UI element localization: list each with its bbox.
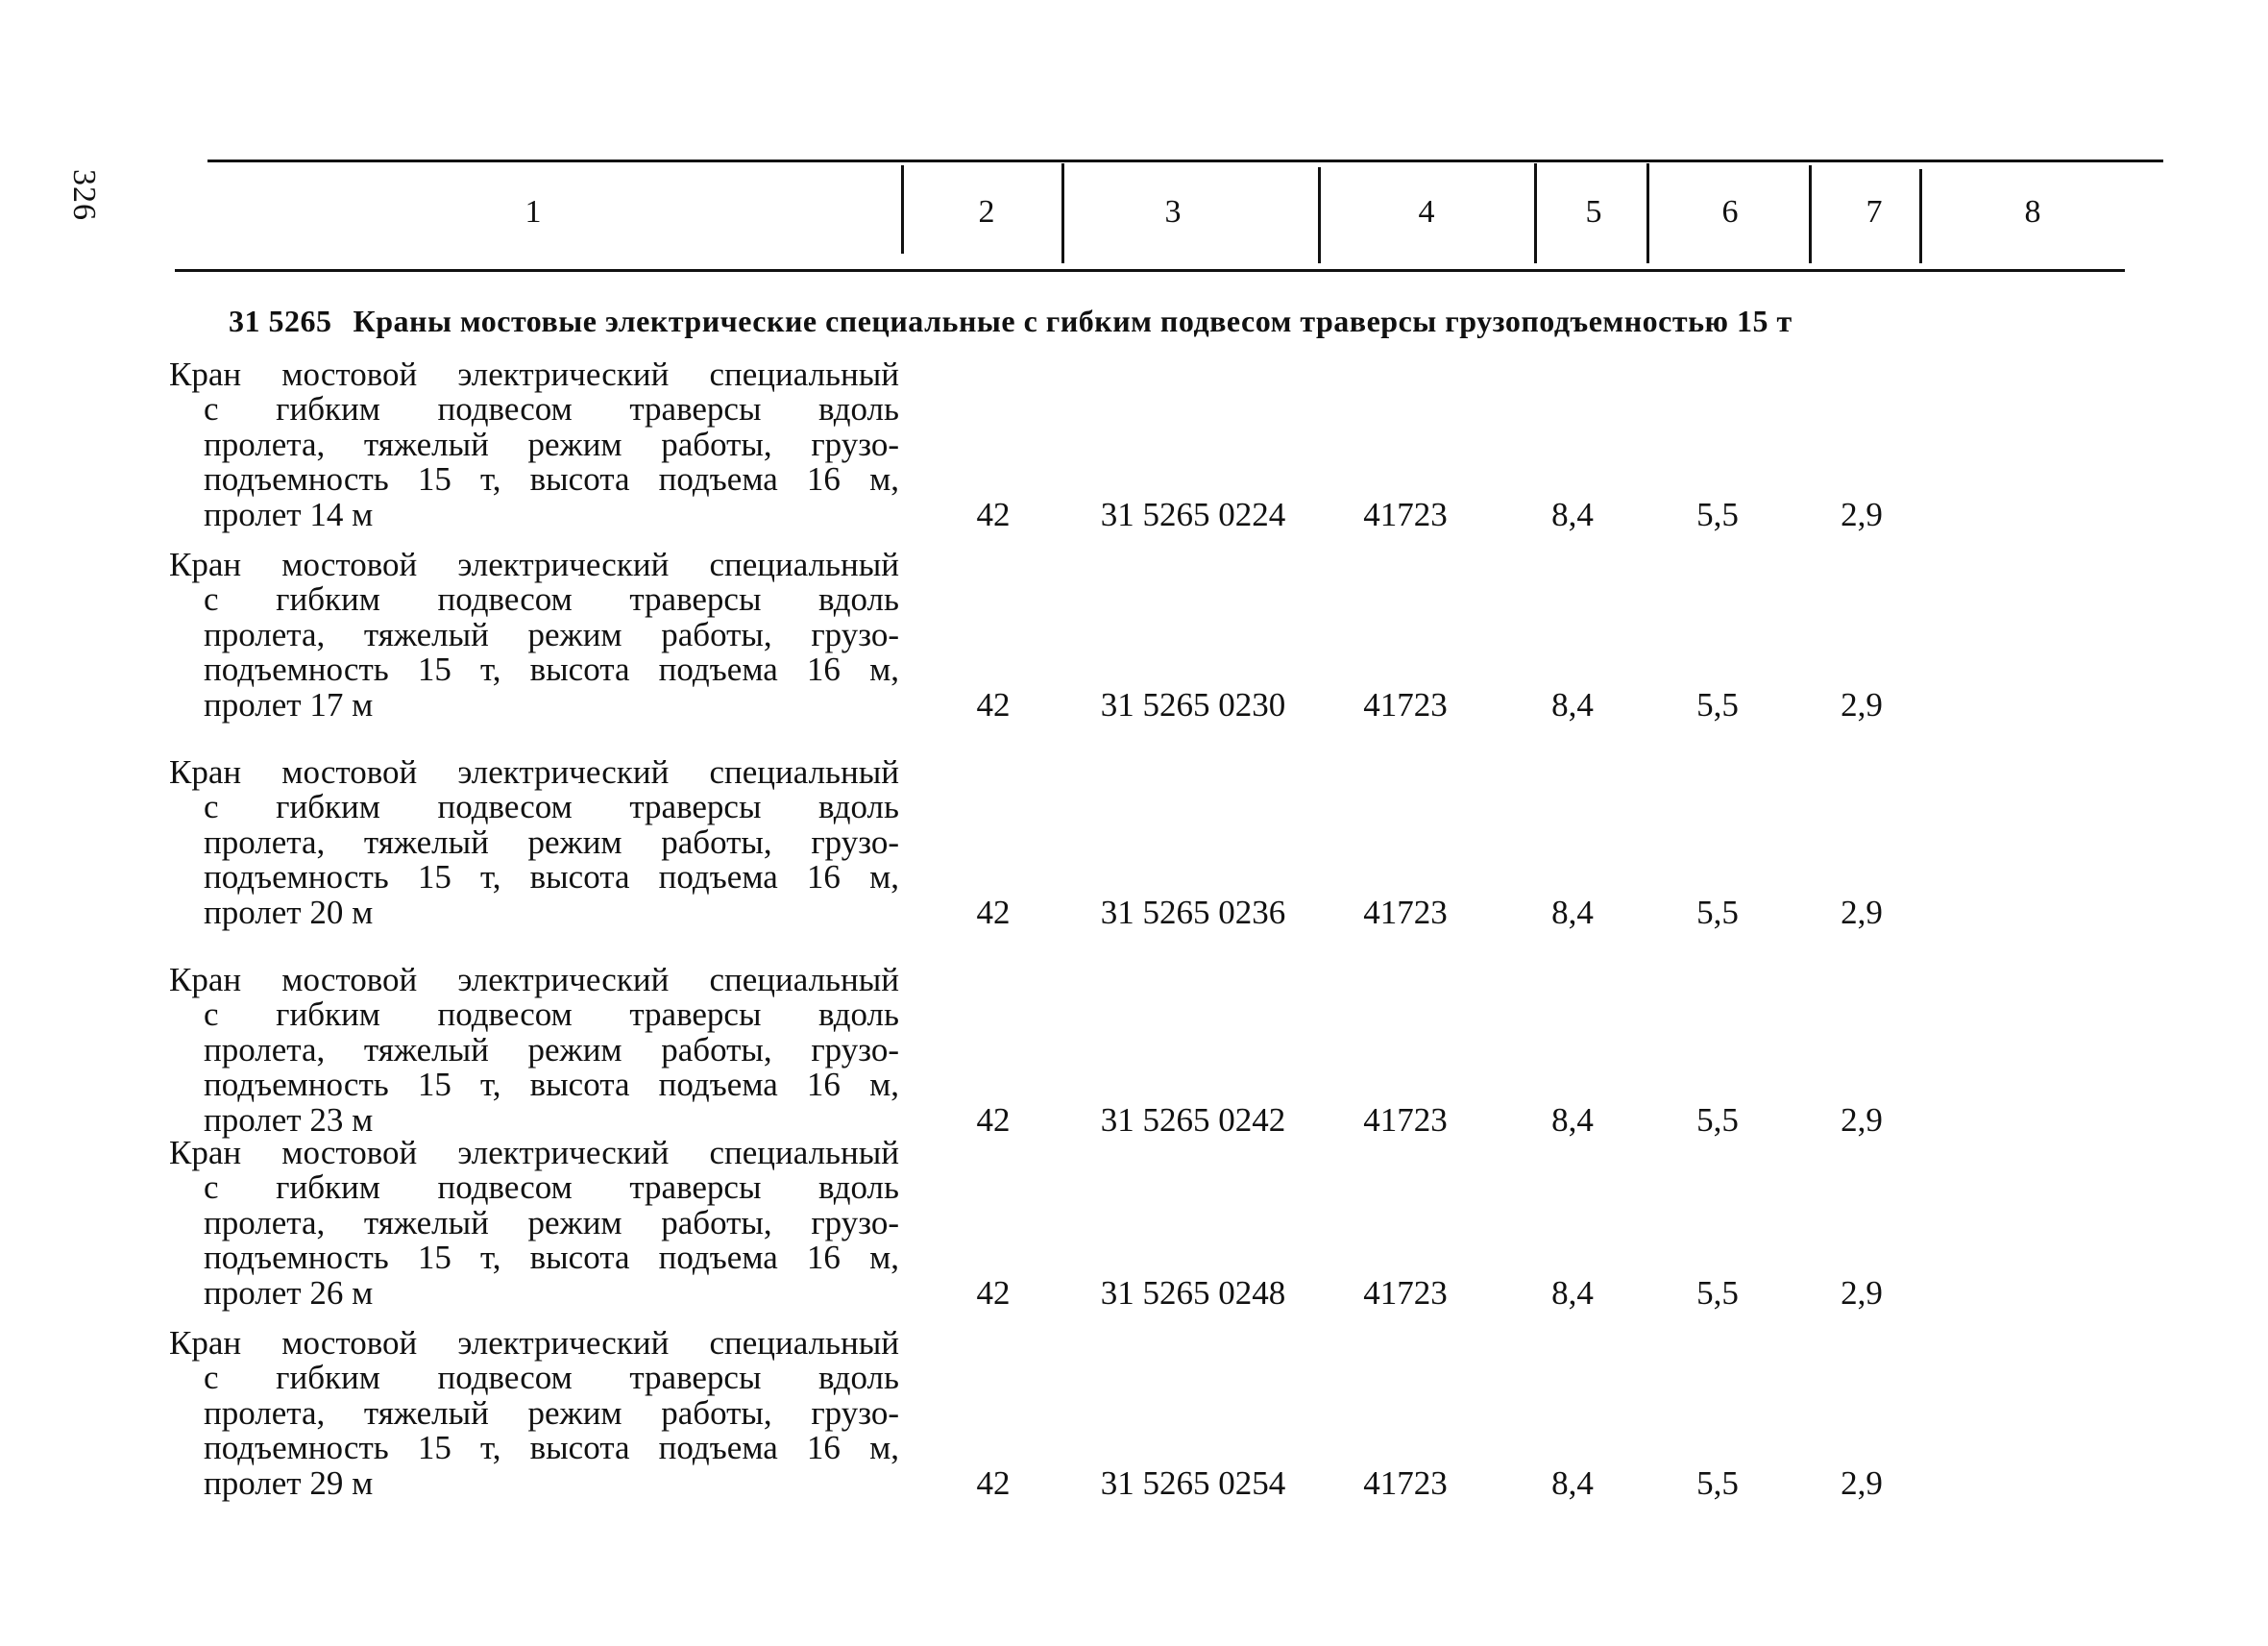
description-line: подъемность 15 т, высота подъема 16 м, <box>204 651 899 689</box>
cell-col5: 8,4 <box>1551 496 1594 533</box>
cell-col6: 5,5 <box>1696 686 1739 724</box>
cell-col7: 2,9 <box>1841 686 1883 724</box>
cell-col4: 41723 <box>1363 1274 1448 1312</box>
cell-col2: 42 <box>976 496 1011 533</box>
item-description <box>169 963 899 1138</box>
item-description <box>169 548 899 723</box>
section-title <box>229 304 2073 339</box>
description-line: подъемность 15 т, высота подъема 16 м, <box>204 1239 899 1277</box>
description-line: пролет 20 м <box>204 893 374 931</box>
cell-col3: 31 5265 0254 <box>1100 1464 1286 1502</box>
cell-col2: 42 <box>976 894 1011 931</box>
section-name: Краны мостовые электрические специальные с гибким подвесом траверсы грузоподъемностью 15 т <box>353 304 1792 338</box>
cell-col5: 8,4 <box>1551 894 1594 931</box>
description-line: Кран мостовой электрический специальный <box>169 1324 899 1362</box>
column-header-2: 2 <box>978 194 995 230</box>
cell-col5: 8,4 <box>1551 1101 1594 1139</box>
cell-col5: 8,4 <box>1551 1464 1594 1502</box>
description-line: пролета, тяжелый режим работы, грузо- <box>204 615 899 653</box>
cell-col7: 2,9 <box>1841 1274 1883 1312</box>
item-description <box>169 1136 899 1311</box>
cell-col4: 41723 <box>1363 894 1448 931</box>
cell-col3: 31 5265 0248 <box>1100 1274 1286 1312</box>
header-divider <box>901 165 904 254</box>
cell-col7: 2,9 <box>1841 1464 1883 1502</box>
cell-col7: 2,9 <box>1841 1101 1883 1139</box>
description-line: с гибким подвесом траверсы вдоль <box>204 1168 899 1207</box>
description-line: пролета, тяжелый режим работы, грузо- <box>204 1393 899 1432</box>
header-divider <box>1809 165 1812 263</box>
header-divider <box>1318 167 1321 263</box>
cell-col4: 41723 <box>1363 1464 1448 1502</box>
cell-col3: 31 5265 0224 <box>1100 496 1286 533</box>
header-divider <box>1919 169 1922 263</box>
item-description <box>169 755 899 930</box>
description-line: Кран мостовой электрический специальный <box>169 546 899 583</box>
cell-col4: 41723 <box>1363 496 1448 533</box>
table-row <box>0 548 2268 740</box>
header-bottom-rule <box>175 269 2125 272</box>
cell-col4: 41723 <box>1363 686 1448 724</box>
header-divider <box>1534 163 1537 263</box>
description-line: Кран мостовой электрический специальный <box>169 356 899 393</box>
description-line: с гибким подвесом траверсы вдоль <box>204 390 899 429</box>
description-line: с гибким подвесом траверсы вдоль <box>204 995 899 1034</box>
description-line: пролета, тяжелый режим работы, грузо- <box>204 425 899 463</box>
description-line: подъемность 15 т, высота подъема 16 м, <box>204 1429 899 1467</box>
cell-col7: 2,9 <box>1841 496 1883 533</box>
column-header-8: 8 <box>2024 194 2041 230</box>
cell-col6: 5,5 <box>1696 496 1739 533</box>
column-header-3: 3 <box>1164 194 1182 230</box>
header-divider <box>1061 163 1064 263</box>
table-row <box>0 357 2268 550</box>
table-row <box>0 1326 2268 1518</box>
header-top-rule <box>207 160 2163 162</box>
cell-col6: 5,5 <box>1696 1101 1739 1139</box>
column-header-4: 4 <box>1418 194 1435 230</box>
cell-col4: 41723 <box>1363 1101 1448 1139</box>
description-line: с гибким подвесом траверсы вдоль <box>204 1359 899 1397</box>
section-code: 31 5265 <box>229 304 332 338</box>
cell-col2: 42 <box>976 1464 1011 1502</box>
cell-col5: 8,4 <box>1551 1274 1594 1312</box>
column-header-6: 6 <box>1721 194 1739 230</box>
table-row <box>0 755 2268 947</box>
description-line: подъемность 15 т, высота подъема 16 м, <box>204 1066 899 1104</box>
description-line: пролет 29 м <box>204 1463 374 1502</box>
cell-col2: 42 <box>976 686 1011 724</box>
description-line: Кран мостовой электрический специальный <box>169 1134 899 1171</box>
column-header-5: 5 <box>1585 194 1602 230</box>
table-row <box>0 1136 2268 1328</box>
cell-col2: 42 <box>976 1101 1011 1139</box>
cell-col3: 31 5265 0236 <box>1100 894 1286 931</box>
cell-col6: 5,5 <box>1696 1274 1739 1312</box>
description-line: пролета, тяжелый режим работы, грузо- <box>204 1030 899 1069</box>
cell-col5: 8,4 <box>1551 686 1594 724</box>
cell-col6: 5,5 <box>1696 894 1739 931</box>
description-line: пролет 23 м <box>204 1100 374 1139</box>
cell-col6: 5,5 <box>1696 1464 1739 1502</box>
description-line: Кран мостовой электрический специальный <box>169 961 899 998</box>
cell-col3: 31 5265 0242 <box>1100 1101 1286 1139</box>
table-row <box>0 963 2268 1155</box>
description-line: пролет 14 м <box>204 495 374 533</box>
description-line: подъемность 15 т, высота подъема 16 м, <box>204 460 899 499</box>
description-line: Кран мостовой электрический специальный <box>169 753 899 791</box>
description-line: пролета, тяжелый режим работы, грузо- <box>204 823 899 861</box>
description-line: пролет 26 м <box>204 1273 374 1312</box>
item-description <box>169 1326 899 1501</box>
cell-col3: 31 5265 0230 <box>1100 686 1286 724</box>
page-number: 326 <box>66 169 102 221</box>
cell-col2: 42 <box>976 1274 1011 1312</box>
header-divider <box>1646 163 1649 263</box>
column-header-7: 7 <box>1866 194 1883 230</box>
cell-col7: 2,9 <box>1841 894 1883 931</box>
column-header-1: 1 <box>524 194 542 230</box>
description-line: пролет 17 м <box>204 685 374 724</box>
description-line: пролета, тяжелый режим работы, грузо- <box>204 1203 899 1241</box>
item-description <box>169 357 899 532</box>
description-line: с гибким подвесом траверсы вдоль <box>204 580 899 619</box>
description-line: с гибким подвесом траверсы вдоль <box>204 788 899 826</box>
description-line: подъемность 15 т, высота подъема 16 м, <box>204 858 899 897</box>
